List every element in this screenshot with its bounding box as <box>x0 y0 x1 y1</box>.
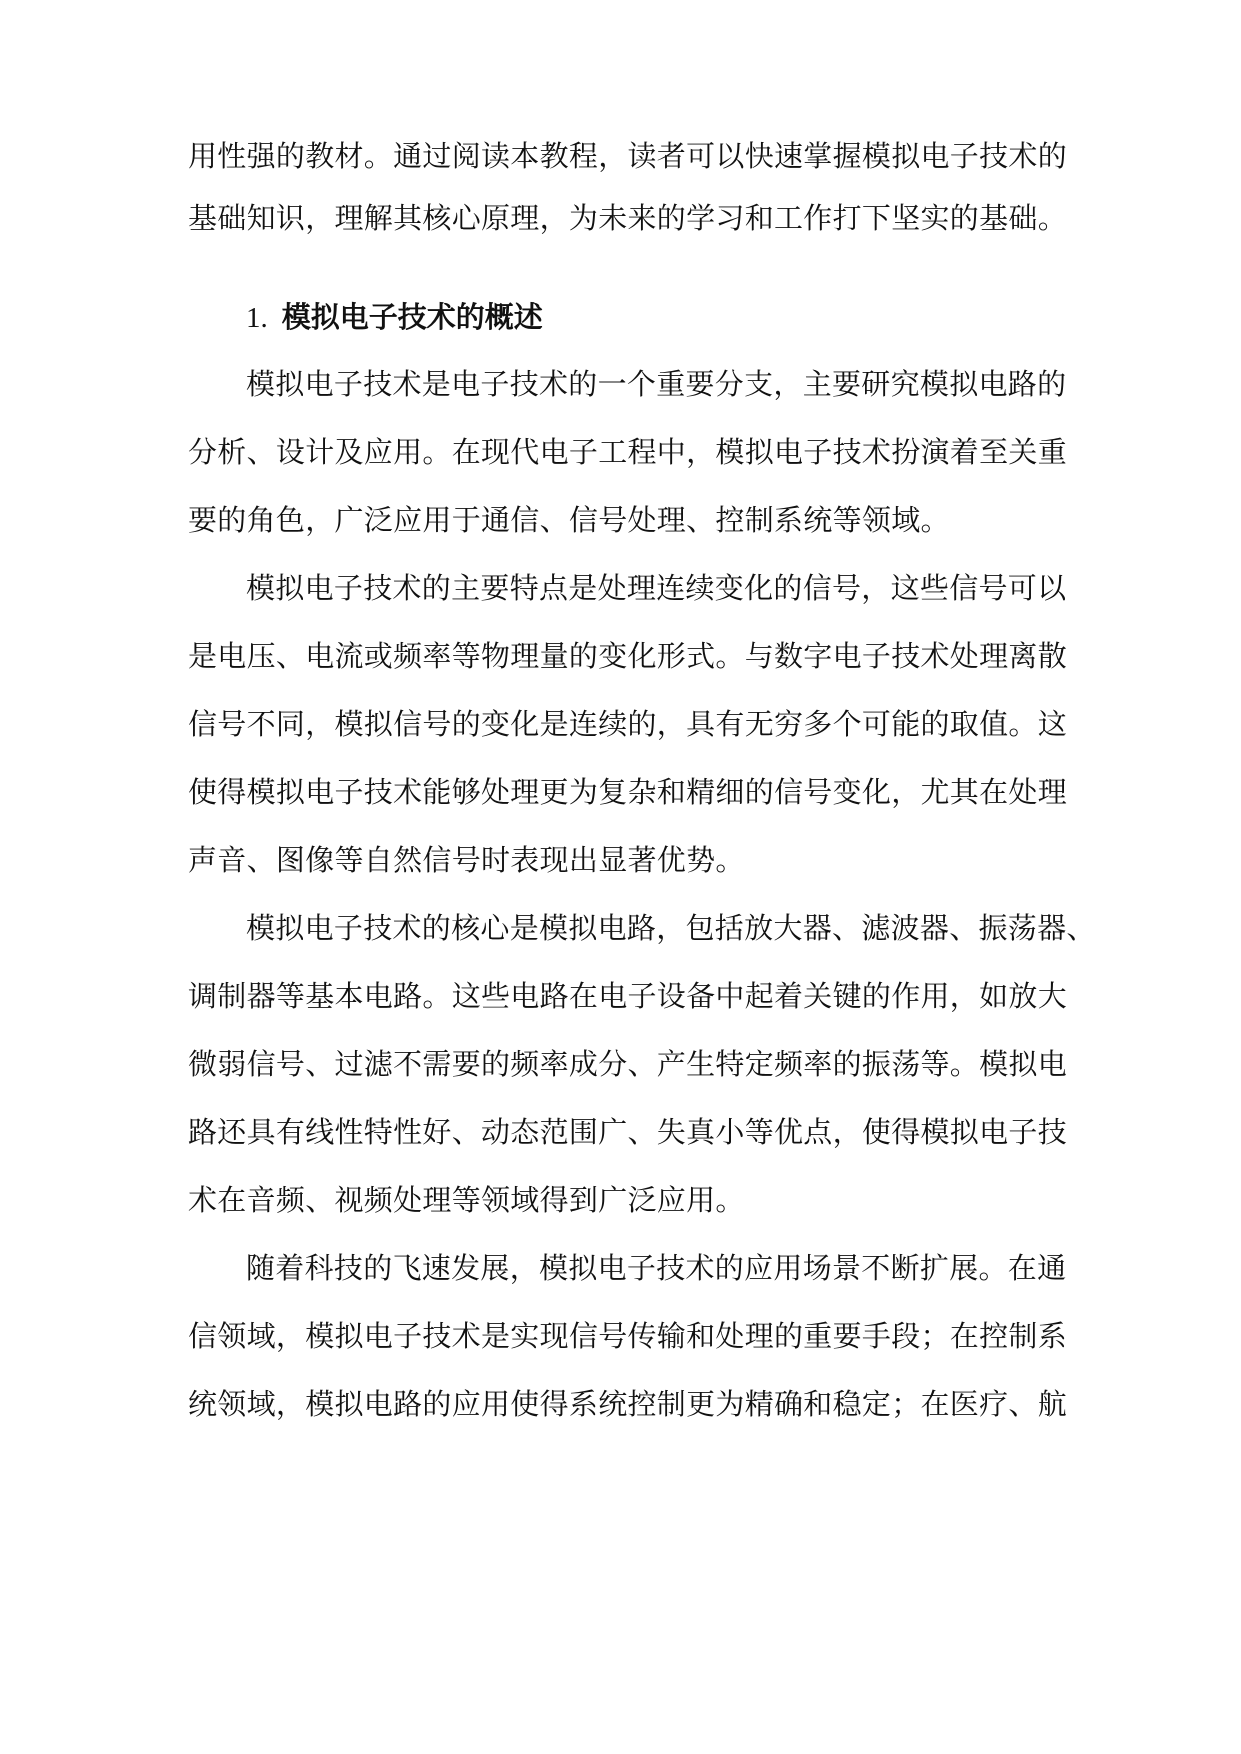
paragraph-line: 要的角色，广泛应用于通信、信号处理、控制系统等领域。 <box>188 503 950 537</box>
paragraph-line: 声音、图像等自然信号时表现出显著优势。 <box>188 843 745 877</box>
paragraph-line: 是电压、电流或频率等物理量的变化形式。与数字电子技术处理离散 <box>188 639 1068 673</box>
paragraph-line: 微弱信号、过滤不需要的频率成分、产生特定频率的振荡等。模拟电 <box>188 1047 1068 1081</box>
paragraph-line: 模拟电子技术的核心是模拟电路，包括放大器、滤波器、振荡器、 <box>246 911 1096 945</box>
paragraph-line: 模拟电子技术的主要特点是处理连续变化的信号，这些信号可以 <box>246 571 1067 605</box>
intro-line: 用性强的教材。通过阅读本教程，读者可以快速掌握模拟电子技术的 <box>188 139 1068 173</box>
intro-line: 基础知识，理解其核心原理，为未来的学习和工作打下坚实的基础。 <box>188 201 1068 235</box>
section-heading <box>246 297 543 337</box>
paragraph-line: 路还具有线性特性好、动态范围广、失真小等优点，使得模拟电子技 <box>188 1115 1068 1149</box>
section-number: 1. <box>246 302 268 334</box>
paragraph-line: 统领域，模拟电路的应用使得系统控制更为精确和稳定；在医疗、航 <box>188 1387 1068 1421</box>
paragraph-line: 分析、设计及应用。在现代电子工程中，模拟电子技术扮演着至关重 <box>188 435 1068 469</box>
section-title: 模拟电子技术的概述 <box>281 300 543 334</box>
paragraph-line: 信号不同，模拟信号的变化是连续的，具有无穷多个可能的取值。这 <box>188 707 1068 741</box>
paragraph-line: 使得模拟电子技术能够处理更为复杂和精细的信号变化，尤其在处理 <box>188 775 1068 809</box>
paragraph-line: 随着科技的飞速发展，模拟电子技术的应用场景不断扩展。在通 <box>246 1251 1067 1285</box>
paragraph-line: 调制器等基本电路。这些电路在电子设备中起着关键的作用，如放大 <box>188 979 1068 1013</box>
paragraph-line: 信领域，模拟电子技术是实现信号传输和处理的重要手段；在控制系 <box>188 1319 1068 1353</box>
paragraph-line: 术在音频、视频处理等领域得到广泛应用。 <box>188 1183 745 1217</box>
paragraph-line: 模拟电子技术是电子技术的一个重要分支，主要研究模拟电路的 <box>246 367 1067 401</box>
